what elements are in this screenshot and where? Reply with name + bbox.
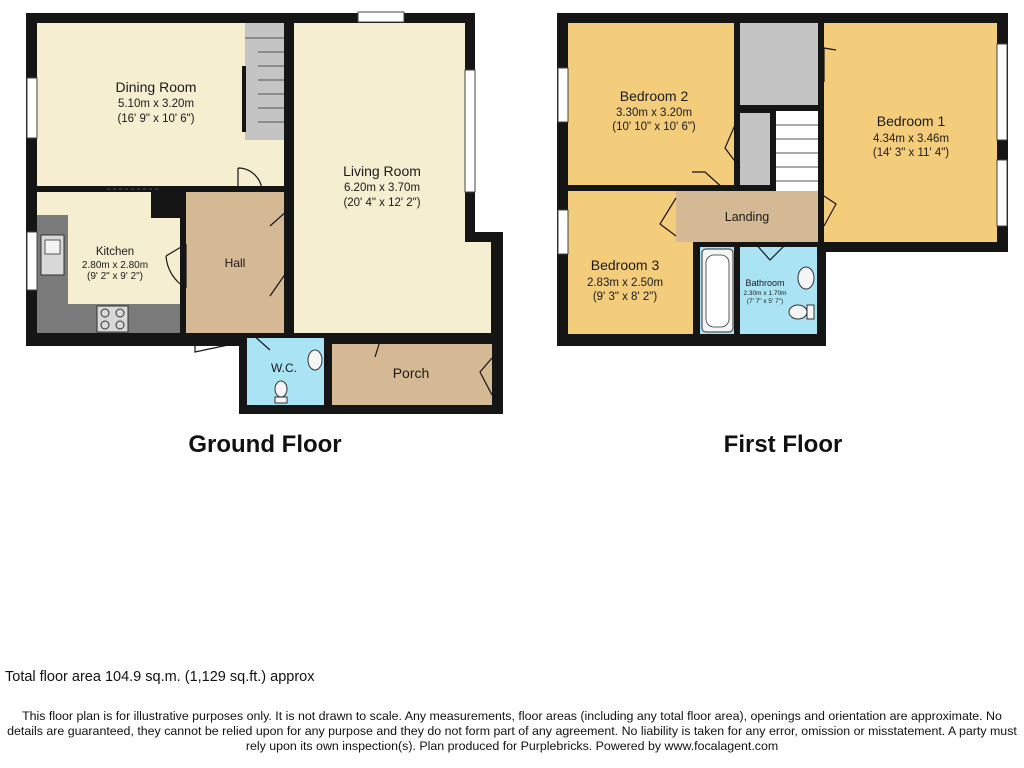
kitchen-metric: 2.80m x 2.80m (81, 260, 149, 271)
ground-floor-plan (26, 12, 503, 458)
living-room-imperial: (20' 4" x 12' 2") (343, 197, 421, 209)
disclaimer-text: This floor plan is for illustrative purposes only. It is not drawn to scale. Any measurements, floor areas (including any total floor area), openings and orientation are approximate. No details are guaranteed, they cannot be relied upon for any purpose and they do not form part of any agreement. No liability is taken for any error, omission or misstatement. A party must rely upon its own inspection(s). Plan produced for Purplebricks. Powered by www.focalagent.com (7, 709, 1017, 753)
bathroom-cistern (807, 305, 814, 319)
kitchen-name: Kitchen (95, 246, 135, 258)
bedroom3-name: Bedroom 3 (590, 257, 660, 273)
stair-handrail (242, 66, 246, 132)
wc-name: W.C. (271, 361, 297, 375)
bedroom2-imperial: (10' 10" x 10' 6") (612, 121, 696, 133)
dining-room-imperial: (16' 9" x 10' 6") (117, 113, 195, 125)
bedroom2-label (612, 88, 696, 133)
bedroom3-label (587, 257, 663, 303)
bath-inner (706, 255, 729, 327)
dining-room-label (116, 79, 197, 125)
bedroom1-label (873, 113, 949, 159)
wc-toilet (275, 381, 287, 397)
ground-floor-title: Ground Floor (188, 431, 342, 458)
cupboard-small (740, 113, 770, 185)
first-floor-title: First Floor (723, 431, 843, 458)
first-floor-plan (557, 13, 1008, 458)
sink-bowl (45, 240, 60, 254)
bedroom3-imperial: (9' 3" x 8' 2") (592, 291, 658, 303)
bedroom2-metric: 3.30m x 3.20m (615, 107, 693, 119)
hob (97, 306, 128, 332)
dining-room-metric: 5.10m x 3.20m (117, 98, 195, 110)
bedroom1-imperial: (14' 3" x 11' 4") (872, 147, 950, 159)
first-stairs (776, 111, 818, 191)
bedroom2-floor (568, 23, 734, 185)
bedroom1-metric: 4.34m x 3.46m (872, 133, 950, 145)
wc-cistern (275, 397, 287, 403)
bathroom-toilet (789, 305, 807, 319)
living-room-label (343, 163, 421, 209)
wc-basin (308, 350, 322, 370)
dining-room-name: Dining Room (115, 79, 197, 95)
kitchen-imperial: (9' 2" x 9' 2") (87, 271, 143, 282)
bathroom-imperial: (7' 7" x 5' 7") (746, 298, 784, 305)
bathroom-basin (798, 267, 814, 289)
bedroom1-name: Bedroom 1 (876, 113, 946, 129)
bedroom3-metric: 2.83m x 2.50m (586, 277, 664, 289)
total-floor-area: Total floor area 104.9 sq.m. (1,129 sq.ft.) approx (5, 669, 315, 685)
cupboard-top (740, 23, 818, 105)
living-room-name: Living Room (343, 163, 421, 179)
living-room-metric: 6.20m x 3.70m (343, 182, 421, 194)
bathroom-label (744, 278, 787, 305)
landing-name: Landing (724, 210, 770, 224)
hall-name: Hall (224, 256, 246, 270)
bedroom2-name: Bedroom 2 (619, 88, 689, 104)
bathroom-name: Bathroom (745, 278, 785, 288)
porch-name: Porch (392, 365, 430, 381)
bathroom-metric: 2.30m x 1.70m (743, 290, 787, 297)
